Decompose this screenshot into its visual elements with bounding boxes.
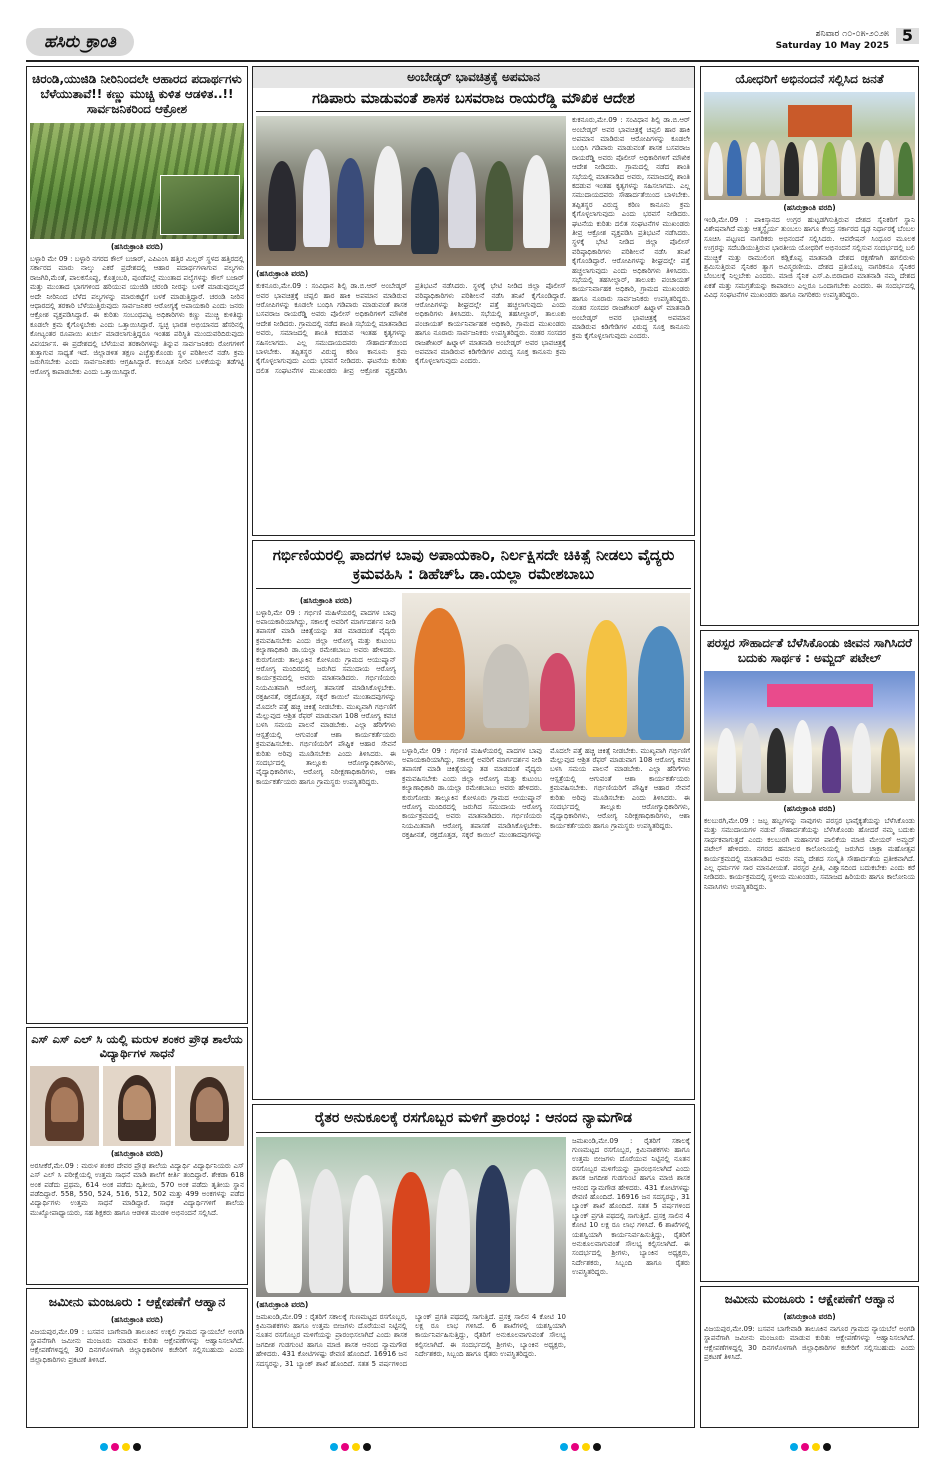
left-story-1-byline: (ಹಸಿರುಕ್ರಾಂತಿ ವರದಿ) <box>110 242 164 251</box>
yellow-dot <box>352 1443 360 1451</box>
registration-marks-center-right <box>560 1440 604 1454</box>
date-block <box>776 28 919 52</box>
center-story-3-byline: (ಹಸಿರುಕ್ರಾಂತಿ ವರದಿ) <box>256 1299 309 1309</box>
registration-marks-right <box>790 1440 834 1454</box>
student-photo-2 <box>103 1066 172 1146</box>
cyan-dot <box>100 1443 108 1451</box>
registration-marks-left <box>100 1440 144 1454</box>
meeting-photo <box>256 116 566 266</box>
left-story-2-body: ಅರಸೀಕೆರೆ,ಮೇ.09 : ಮರುಳ ಶಂಕರ ದೇವರ ಪ್ರೌಢ ಶಾಲೆಯ ವಿದ್ಯಾರ್ಥಿ ವಿದ್ಯಾರ್ಥಿನಿಯರು ಎಸ್ ಎಸ್ ಎಲ್ ಸಿ ಪರೀಕ್ಷೆಯಲ್ಲಿ ಉತ್ತಮ ಸಾಧನೆ ಮಾಡಿ ಶಾಲೆಗೆ ಕೀರ್ತಿ ತಂದಿದ್ದಾರೆ. ಶೇಕಡಾ 618 ಅಂಕ ಪಡೆದು ಪ್ರಥಮ, 614 ಅಂಕ ಪಡೆದು ದ್ವಿತೀಯ, 570 ಅಂಕ ಪಡೆದು ತೃತೀಯ ಸ್ಥಾನ ಪಡೆದಿದ್ದಾರೆ. 558, 550, 524, 516, 512, 502 ಮತ್ತು 499 ಅಂಕಗಳನ್ನು ಪಡೆದ ವಿದ್ಯಾರ್ಥಿಗಳು ಉತ್ತಮ ಸಾಧನೆ ಮಾಡಿದ್ದಾರೆ. ಸಾಧಕ ವಿದ್ಯಾರ್ಥಿಗಳಿಗೆ ಶಾಲೆಯ ಮುಖ್ಯೋಪಾಧ್ಯಾಯರು, ಸಹ ಶಿಕ್ಷಕರು ಹಾಗೂ ಆಡಳಿತ ಮಂಡಳಿ ಅಭಿನಂದನೆ ಸಲ್ಲಿಸಿದೆ. <box>30 1161 244 1217</box>
magenta-dot <box>111 1443 119 1451</box>
right-story-2 <box>700 630 919 1282</box>
center-lead-story <box>252 66 695 536</box>
left-story-3-byline: (ಹಸಿರುಕ್ರಾಂತಿ ವರದಿ) <box>110 1314 164 1324</box>
left-story-2-byline: (ಹಸಿರುಕ್ರಾಂತಿ ವರದಿ) <box>110 1148 164 1158</box>
student-photo-1 <box>30 1066 99 1146</box>
center-story-2-body-right: ಬಳ್ಳಾರಿ,ಮೇ 09 : ಗರ್ಭಿಣಿ ಮಹಿಳೆಯರಲ್ಲಿ ಪಾದಗಳ ಬಾವು ಅಪಾಯಕಾರಿಯಾಗಿದ್ದು, ಸಕಾಲಕ್ಕೆ ಅವರಿಗೆ ಮಾರ್ಗದರ್ಶನ ನೀಡಿ ತಪಾಸಣೆ ಮಾಡಿ ಚಿಕಿತ್ಸೆಯನ್ನು ತಡ ಮಾಡದಂತೆ ವೈದ್ಯರು ಕ್ರಮವಹಿಸಬೇಕು ಎಂದು ಜಿಲ್ಲಾ ಆರೋಗ್ಯ ಮತ್ತು ಕುಟುಂಬ ಕಲ್ಯಾಣಾಧಿಕಾರಿ ಡಾ.ಯಲ್ಲಾ ರಮೇಶಬಾಬು ಅವರು ಹೇಳಿದರು. ಕುರುಗೋಡು ತಾಲ್ಲೂಕಿನ ಕೋಳೂರು ಗ್ರಾಮದ ಆಯುಷ್ಮಾನ್ ಆರೋಗ್ಯ ಮಂದಿರದಲ್ಲಿ ಜರುಗಿದ ಸಮುದಾಯ ಆರೋಗ್ಯ ಕಾರ್ಯಕ್ರಮದಲ್ಲಿ ಅವರು ಮಾತನಾಡಿದರು. ಗರ್ಭಿಣಿಯರು ನಿಯಮಿತವಾಗಿ ಆರೋಗ್ಯ ತಪಾಸಣೆ ಮಾಡಿಸಿಕೊಳ್ಳಬೇಕು. ರಕ್ತಹೀನತೆ, ರಕ್ತದೊತ್ತಡ, ಸಕ್ಕರೆ ಕಾಯಿಲೆ ಮುಂತಾದವುಗಳನ್ನು ಮೊದಲೇ ಪತ್ತೆ ಹಚ್ಚಿ ಚಿಕಿತ್ಸೆ ನೀಡಬೇಕು. ಮುಖ್ಯವಾಗಿ ಗರ್ಭಿಣಿಗೆ ಮೆಲ್ಲುವುದ ಆಶ್ರಿತ ರೆಫರ್ ಮಾಡುವಾಗ 108 ಆರೋಗ್ಯ ಕವಚ ಬಳಸಿ ಸಮಯ ಪಾಲನೆ ಮಾಡಬೇಕು. ಎಲ್ಲಾ ಹೆರಿಗೆಗಳು ಆಸ್ಪತ್ರೆಯಲ್ಲಿ ಆಗುವಂತೆ ಆಶಾ ಕಾರ್ಯಕರ್ತೆಯರು ಕ್ರಮವಹಿಸಬೇಕು. ಗರ್ಭಿಣಿಯರಿಗೆ ಪೌಷ್ಟಿಕ ಆಹಾರ ಸೇವನೆ ಕುರಿತು ಅರಿವು ಮೂಡಿಸಬೇಕು ಎಂದು ತಿಳಿಸಿದರು. ಈ ಸಂದರ್ಭದಲ್ಲಿ ತಾಲ್ಲೂಕು ಆರೋಗ್ಯಾಧಿಕಾರಿಗಳು, ವೈದ್ಯಾಧಿಕಾರಿಗಳು, ಆರೋಗ್ಯ ನಿರೀಕ್ಷಣಾಧಿಕಾರಿಗಳು, ಆಶಾ ಕಾರ್ಯಕರ್ತೆಯರು ಹಾಗೂ ಗ್ರಾಮಸ್ಥರು ಉಪಸ್ಥಿತರಿದ್ದರು. <box>402 746 690 840</box>
center-story-2 <box>252 540 695 1100</box>
yellow-dot <box>122 1443 130 1451</box>
soldiers-tribute-photo <box>704 92 915 200</box>
magenta-dot <box>341 1443 349 1451</box>
magenta-dot <box>801 1443 809 1451</box>
center-story-3-headline: ರೈತರ ಅನುಕೂಲಕ್ಕೆ ರಸಗೊಬ್ಬರ ಮಳಿಗೆ ಪ್ರಾರಂಭ : ಆನಂದ ನ್ಯಾಮಗೌಡ <box>256 1108 691 1133</box>
student-photo-3 <box>175 1066 244 1146</box>
right-story-2-body: ಕಲಬುರಗಿ,ಮೇ.09 : ಜಬ್ಬ ಹಬ್ಬಗಳನ್ನು ನಾವುಗಳು ಪರಸ್ಪರ ಭಾವೈಕ್ಯತೆಯನ್ನು ಬೆಳೆಸಿಕೊಂಡು ಮತ್ತು ಸಮುದಾಯಗಳ ನಡುವೆ ಸೌಹಾರ್ದತೆಯನ್ನು ಬೆಳೆಸಿಕೊಂಡು ಹೋದರೆ ನಮ್ಮ ಬದುಕು ಸಾರ್ಥಕವಾಗುತ್ತದೆ ಎಂದು ಕಲಬುರಗಿ ಮಹಾನಗರ ಪಾಲಿಕೆಯ ಮಾಜಿ ಮೇಯರ್ ಅಮ್ಜದ್ ಪಟೇಲ್ ಹೇಳಿದರು. ನಗರದ ಹಮಾಲರ ಕಾಲೋನಿಯಲ್ಲಿ ಜರುಗಿದ ಚಾಕ್ರಾ ಮಹೋತ್ಸವ ಕಾರ್ಯಕ್ರಮದಲ್ಲಿ ಮಾತನಾಡಿದ ಅವರು ನಮ್ಮ ದೇಶದ ಸಂಸ್ಕೃತಿ ಸೌಹಾರ್ದತೆಯ ಪ್ರತೀಕವಾಗಿದೆ. ಎಲ್ಲ ಧರ್ಮಗಳ ಸಾರ ಮಾನವೀಯತೆ. ಪರಸ್ಪರ ಪ್ರೀತಿ, ವಿಶ್ವಾಸದಿಂದ ಬದುಕಬೇಕು ಎಂದು ಕರೆ ನೀಡಿದರು. ಕಾರ್ಯಕ್ರಮದಲ್ಲಿ ಸ್ಥಳೀಯ ಮುಖಂಡರು, ಸಮಾಜದ ಹಿರಿಯರು ಹಾಗೂ ಕಾಲೋನಿಯ ನಿವಾಸಿಗಳು ಉಪಸ್ಥಿತರಿದ್ದರು. <box>704 817 915 891</box>
right-story-2-byline: (ಹಸಿರುಕ್ರಾಂತಿ ವರದಿ) <box>783 804 836 813</box>
stage-event-photo <box>704 671 915 801</box>
black-dot <box>133 1443 141 1451</box>
black-dot <box>593 1443 601 1451</box>
right-story-1 <box>700 66 919 626</box>
black-dot <box>363 1443 371 1451</box>
right-story-1-body: ಇಂಡಿ,ಮೇ.09 : ಪಾಕಿಸ್ತಾನದ ಉಗ್ರರ ಹುಟ್ಟಡಗಿಸುತ್ತಿರುವ ದೇಶದ ಸೈನಿಕರಿಗೆ ಸ್ಥಾನಿ ವಿಶೇಷವಾಗಿದೆ ಮತ್ತು ಆತ್ಮಸ್ಥೈರ್ಯ ತುಂಬಲು ಹಾಗೂ ಕೇಂದ್ರ ಸರ್ಕಾರದ ದೃಢ ನಿರ್ಧಾರಕ್ಕೆ ಬೆಂಬಲ ಸೂಚಿಸಿ ಪಟ್ಟಣದ ನಾಗರಿಕರು ಅಭಿನಂದನೆ ಸಲ್ಲಿಸಿದರು. ಆಪರೇಷನ್ ಸಿಂಧೂರ ಮೂಲಕ ಉಗ್ರರನ್ನು ಸದೆಬಡಿಯುತ್ತಿರುವ ಭಾರತೀಯ ಯೋಧರಿಗೆ ಅಭಿನಂದನೆ ಸಲ್ಲಿಸುವ ಸಂದರ್ಭದಲ್ಲಿ ಬಲಿ ಮುಚ್ಚಿಕೆ ಮತ್ತು ರಾಮುಲಿಂಗ ಕಡ್ಲಿಕೊಪ್ಪ ಮಾತನಾಡಿ ದೇಶದ ರಕ್ಷಣೆಗಾಗಿ ಹಗಲಿರುಳು ಶ್ರಮಿಸುತ್ತಿರುವ ಸೈನಿಕರ ತ್ಯಾಗ ಅವಿಸ್ಮರಣೀಯ. ದೇಶದ ಪ್ರತಿಯೊಬ್ಬ ನಾಗರಿಕನೂ ಸೈನಿಕರ ಬೆಂಬಲಕ್ಕೆ ನಿಲ್ಲಬೇಕು ಎಂದರು. ಮಾಜಿ ಸೈನಿಕ ಎಸ್.ಪಿ.ಬಿರಾದಾರ ಮಾತನಾಡಿ ನಮ್ಮ ದೇಶದ ಏಕತೆ ಮತ್ತು ಸಮಗ್ರತೆಯನ್ನು ಕಾಪಾಡಲು ಎಲ್ಲರೂ ಒಂದಾಗಬೇಕು ಎಂದರು. ಈ ಸಂದರ್ಭದಲ್ಲಿ ವಿವಿಧ ಸಂಘಟನೆಗಳ ಮುಖಂಡರು ಹಾಗೂ ನಾಗರಿಕರು ಉಪಸ್ಥಿತರಿದ್ದರು. <box>704 216 915 300</box>
left-story-2-headline: ಎಸ್ ಎಸ್ ಎಲ್ ಸಿ ಯಲ್ಲಿ ಮರುಳ ಶಂಕರ ಪ್ರೌಢ ಶಾಲೆಯ ವಿದ್ಯಾರ್ಥಿಗಳ ಸಾಧನೆ <box>31 1032 243 1061</box>
left-story-1-headline: ಚಿರಂಡಿ,ಯುಜಿಡಿ ನೀರಿನಿಂದಲೇ ಆಹಾರದ ಪದಾರ್ಥಗಳು ಬೆಳೆಯುತಾವೆ!! ಕಣ್ಣು ಮುಚ್ಚಿ ಕುಳಿತ ಆಡಳಿತ..!! ಸಾರ್ವಜನಿಕರಿಂದ ಆಕ್ರೋಶ <box>32 72 242 116</box>
right-story-3 <box>700 1286 919 1428</box>
center-lead-byline: (ಹಸಿರುಕ್ರಾಂತಿ ವರದಿ) <box>256 269 309 279</box>
health-camp-photo <box>402 593 690 743</box>
right-story-3-byline: (ಹಸಿರುಕ್ರಾಂತಿ ವರದಿ) <box>783 1312 836 1321</box>
black-dot <box>823 1443 831 1451</box>
center-story-2-byline: (ಹಸಿರುಕ್ರಾಂತಿ ವರದಿ) <box>299 595 353 605</box>
center-story-2-body: ಬಳ್ಳಾರಿ,ಮೇ 09 : ಗರ್ಭಿಣಿ ಮಹಿಳೆಯರಲ್ಲಿ ಪಾದಗಳ ಬಾವು ಅಪಾಯಕಾರಿಯಾಗಿದ್ದು, ಸಕಾಲಕ್ಕೆ ಅವರಿಗೆ ಮಾರ್ಗದರ್ಶನ ನೀಡಿ ತಪಾಸಣೆ ಮಾಡಿ ಚಿಕಿತ್ಸೆಯನ್ನು ತಡ ಮಾಡದಂತೆ ವೈದ್ಯರು ಕ್ರಮವಹಿಸಬೇಕು ಎಂದು ಜಿಲ್ಲಾ ಆರೋಗ್ಯ ಮತ್ತು ಕುಟುಂಬ ಕಲ್ಯಾಣಾಧಿಕಾರಿ ಡಾ.ಯಲ್ಲಾ ರಮೇಶಬಾಬು ಅವರು ಹೇಳಿದರು. ಕುರುಗೋಡು ತಾಲ್ಲೂಕಿನ ಕೋಳೂರು ಗ್ರಾಮದ ಆಯುಷ್ಮಾನ್ ಆರೋಗ್ಯ ಮಂದಿರದಲ್ಲಿ ಜರುಗಿದ ಸಮುದಾಯ ಆರೋಗ್ಯ ಕಾರ್ಯಕ್ರಮದಲ್ಲಿ ಅವರು ಮಾತನಾಡಿದರು. ಗರ್ಭಿಣಿಯರು ನಿಯಮಿತವಾಗಿ ಆರೋಗ್ಯ ತಪಾಸಣೆ ಮಾಡಿಸಿಕೊಳ್ಳಬೇಕು. ರಕ್ತಹೀನತೆ, ರಕ್ತದೊತ್ತಡ, ಸಕ್ಕರೆ ಕಾಯಿಲೆ ಮುಂತಾದವುಗಳನ್ನು ಮೊದಲೇ ಪತ್ತೆ ಹಚ್ಚಿ ಚಿಕಿತ್ಸೆ ನೀಡಬೇಕು. ಮುಖ್ಯವಾಗಿ ಗರ್ಭಿಣಿಗೆ ಮೆಲ್ಲುವುದ ಆಶ್ರಿತ ರೆಫರ್ ಮಾಡುವಾಗ 108 ಆರೋಗ್ಯ ಕವಚ ಬಳಸಿ ಸಮಯ ಪಾಲನೆ ಮಾಡಬೇಕು. ಎಲ್ಲಾ ಹೆರಿಗೆಗಳು ಆಸ್ಪತ್ರೆಯಲ್ಲಿ ಆಗುವಂತೆ ಆಶಾ ಕಾರ್ಯಕರ್ತೆಯರು ಕ್ರಮವಹಿಸಬೇಕು. ಗರ್ಭಿಣಿಯರಿಗೆ ಪೌಷ್ಟಿಕ ಆಹಾರ ಸೇವನೆ ಕುರಿತು ಅರಿವು ಮೂಡಿಸಬೇಕು ಎಂದು ತಿಳಿಸಿದರು. ಈ ಸಂದರ್ಭದಲ್ಲಿ ತಾಲ್ಲೂಕು ಆರೋಗ್ಯಾಧಿಕಾರಿಗಳು, ವೈದ್ಯಾಧಿಕಾರಿಗಳು, ಆರೋಗ್ಯ ನಿರೀಕ್ಷಣಾಧಿಕಾರಿಗಳು, ಆಶಾ ಕಾರ್ಯಕರ್ತೆಯರು ಹಾಗೂ ಗ್ರಾಮಸ್ಥರು ಉಪಸ್ಥಿತರಿದ್ದರು. <box>256 608 396 786</box>
cyan-dot <box>330 1443 338 1451</box>
left-story-3-body: ವಿಜಯಪುರ,ಮೇ.09 : ಬಸವನ ಬಾಗೇವಾಡಿ ತಾಲೂಕಿನ ಉಕ್ಕಲಿ ಗ್ರಾಮದ ನ್ಯಾಯಬೆಲೆ ಅಂಗಡಿ ಸ್ಥಾಪನೆಗಾಗಿ ಜಮೀನು ಮಂಜೂರು ಮಾಡುವ ಕುರಿತು ಆಕ್ಷೇಪಣೆಗಳನ್ನು ಆಹ್ವಾನಿಸಲಾಗಿದೆ. ಆಕ್ಷೇಪಣೆಗಳಿದ್ದಲ್ಲಿ 30 ದಿನಗಳೊಳಗಾಗಿ ಜಿಲ್ಲಾಧಿಕಾರಿಗಳ ಕಚೇರಿಗೆ ಸಲ್ಲಿಸಬಹುದು ಎಂದು ಜಿಲ್ಲಾಧಿಕಾರಿಗಳು ಪ್ರಕಟಣೆ ತಿಳಿಸಿದೆ. <box>30 1327 244 1364</box>
center-lead-body: ಕುಕನೂರು,ಮೇ.09 : ಸಂವಿಧಾನ ಶಿಲ್ಪಿ ಡಾ.ಬಿ.ಆರ್ ಅಂಬೇಡ್ಕರ್ ಅವರ ಭಾವಚಿತ್ರಕ್ಕೆ ಚಪ್ಪಲಿ ಹಾರ ಹಾಕಿ ಅಪಮಾನ ಮಾಡಿರುವ ಆರೋಪಿಗಳನ್ನು ಕೂಡಲೇ ಬಂಧಿಸಿ ಗಡಿಪಾರು ಮಾಡುವಂತೆ ಶಾಸಕ ಬಸವರಾಜ ರಾಯರೆಡ್ಡಿ ಅವರು ಪೊಲೀಸ್ ಅಧಿಕಾರಿಗಳಿಗೆ ಮೌಖಿಕ ಆದೇಶ ನೀಡಿದರು. ಗ್ರಾಮದಲ್ಲಿ ನಡೆದ ಶಾಂತಿ ಸಭೆಯಲ್ಲಿ ಮಾತನಾಡಿದ ಅವರು, ಸಮಾಜದಲ್ಲಿ ಶಾಂತಿ ಕದಡುವ ಇಂತಹ ಕೃತ್ಯಗಳನ್ನು ಸಹಿಸಲಾಗದು. ಎಲ್ಲ ಸಮುದಾಯದವರು ಸೌಹಾರ್ದತೆಯಿಂದ ಬಾಳಬೇಕು. ತಪ್ಪಿತಸ್ಥರ ವಿರುದ್ಧ ಕಠಿಣ ಕಾನೂನು ಕ್ರಮ ಕೈಗೊಳ್ಳಲಾಗುವುದು ಎಂದು ಭರವಸೆ ನೀಡಿದರು. ಘಟನೆಯ ಕುರಿತು ದಲಿತ ಸಂಘಟನೆಗಳ ಮುಖಂಡರು ತೀವ್ರ ಆಕ್ರೋಶ ವ್ಯಕ್ತಪಡಿಸಿ ಪ್ರತಿಭಟನೆ ನಡೆಸಿದರು. ಸ್ಥಳಕ್ಕೆ ಭೇಟಿ ನೀಡಿದ ಜಿಲ್ಲಾ ಪೊಲೀಸ್ ವರಿಷ್ಠಾಧಿಕಾರಿಗಳು ಪರಿಶೀಲನೆ ನಡೆಸಿ ತನಿಖೆ ಕೈಗೊಂಡಿದ್ದಾರೆ. ಆರೋಪಿಗಳನ್ನು ಶೀಘ್ರದಲ್ಲೇ ಪತ್ತೆ ಹಚ್ಚಲಾಗುವುದು ಎಂದು ಅಧಿಕಾರಿಗಳು ತಿಳಿಸಿದರು. ಸಭೆಯಲ್ಲಿ ತಹಸೀಲ್ದಾರ್, ತಾಲೂಕು ಪಂಚಾಯತ್ ಕಾರ್ಯನಿರ್ವಾಹಕ ಅಧಿಕಾರಿ, ಗ್ರಾಮದ ಮುಖಂಡರು ಹಾಗೂ ನೂರಾರು ಸಾರ್ವಜನಿಕರು ಉಪಸ್ಥಿತರಿದ್ದರು. ನಂತರ ಸಂಸದರ ರಾಜಶೇಖರ್ ಹಿಟ್ನಾಳ್ ಮಾತನಾಡಿ ಅಂಬೇಡ್ಕರ್ ಅವರ ಭಾವಚಿತ್ರಕ್ಕೆ ಅಪಮಾನ ಮಾಡಿರುವ ಕಿಡಿಗೇಡಿಗಳ ವಿರುದ್ಧ ಸೂಕ್ತ ಕಾನೂನು ಕ್ರಮ ಕೈಗೊಳ್ಳಲಾಗುವುದು ಎಂದರು. <box>256 282 566 375</box>
center-story-2-headline: ಗರ್ಭಿಣಿಯರಲ್ಲಿ ಪಾದಗಳ ಬಾವು ಅಪಾಯಕಾರಿ, ನಿರ್ಲಕ್ಷಿಸದೇ ಚಿಕಿತ್ಸೆ ನೀಡಲು ವೈದ್ಯರು ಕ್ರಮವಹಿಸಿ : ಡಿಹೆಚ್ಓ ಡಾ.ಯಲ್ಲಾ ರಮೇಶಬಾಬು <box>256 544 691 589</box>
yellow-dot <box>582 1443 590 1451</box>
center-story-3-side-body: ಜಮಖಂಡಿ,ಮೇ.09 : ರೈತರಿಗೆ ಸಕಾಲಕ್ಕೆ ಗುಣಮಟ್ಟದ ರಸಗೊಬ್ಬರ, ಕ್ರಿಮಿನಾಶಕಗಳು ಹಾಗೂ ಉತ್ತಮ ಬೀಜಗಳು ದೊರೆಯುವ ನಿಟ್ಟಿನಲ್ಲಿ ನೂತನ ರಸಗೊಬ್ಬರ ಮಳಿಗೆಯನ್ನು ಪ್ರಾರಂಭಿಸಲಾಗಿದೆ ಎಂದು ಶಾಸಕ ಜಗದೀಶ ಗುಡಗುಂಟಿ ಹಾಗೂ ಮಾಜಿ ಶಾಸಕ ಆನಂದ ನ್ಯಾಮಗೌಡ ಹೇಳಿದರು. 431 ಕೋಟಿಗಳಷ್ಟು ಠೇವಣಿ ಹೊಂದಿದೆ. 16916 ಜನ ಸದಸ್ಯರನ್ನು, 31 ಬ್ಯಾಂಕ್ ಶಾಖೆ ಹೊಂದಿದೆ. ಸತತ 5 ವರ್ಷಗಳಿಂದ ಬ್ಯಾಂಕ್ ಪ್ರಗತಿ ಪಥದಲ್ಲಿ ಸಾಗುತ್ತಿದೆ. ಪ್ರಸಕ್ತ ಸಾಲಿನ 4 ಕೋಟಿ 10 ಲಕ್ಷ ರೂ ಲಾಭ ಗಳಿಸಿದೆ. 6 ಶಾಖೆಗಳಲ್ಲಿ ಯಶಸ್ವಿಯಾಗಿ ಕಾರ್ಯನಿರ್ವಹಿಸುತ್ತಿದ್ದು, ರೈತರಿಗೆ ಅನುಕೂಲವಾಗುವಂತೆ ಸೌಲಭ್ಯ ಕಲ್ಪಿಸಲಾಗಿದೆ. ಈ ಸಂದರ್ಭದಲ್ಲಿ ಶ್ರೀಗಳು, ಬ್ಯಾಂಕಿನ ಅಧ್ಯಕ್ಷರು, ನಿರ್ದೇಶಕರು, ಸಿಬ್ಬಂದಿ ಹಾಗೂ ರೈತರು ಉಪಸ್ಥಿತರಿದ್ದರು. <box>572 1136 690 1277</box>
center-lead-side-body: ಕುಕನೂರು,ಮೇ.09 : ಸಂವಿಧಾನ ಶಿಲ್ಪಿ ಡಾ.ಬಿ.ಆರ್ ಅಂಬೇಡ್ಕರ್ ಅವರ ಭಾವಚಿತ್ರಕ್ಕೆ ಚಪ್ಪಲಿ ಹಾರ ಹಾಕಿ ಅಪಮಾನ ಮಾಡಿರುವ ಆರೋಪಿಗಳನ್ನು ಕೂಡಲೇ ಬಂಧಿಸಿ ಗಡಿಪಾರು ಮಾಡುವಂತೆ ಶಾಸಕ ಬಸವರಾಜ ರಾಯರೆಡ್ಡಿ ಅವರು ಪೊಲೀಸ್ ಅಧಿಕಾರಿಗಳಿಗೆ ಮೌಖಿಕ ಆದೇಶ ನೀಡಿದರು. ಗ್ರಾಮದಲ್ಲಿ ನಡೆದ ಶಾಂತಿ ಸಭೆಯಲ್ಲಿ ಮಾತನಾಡಿದ ಅವರು, ಸಮಾಜದಲ್ಲಿ ಶಾಂತಿ ಕದಡುವ ಇಂತಹ ಕೃತ್ಯಗಳನ್ನು ಸಹಿಸಲಾಗದು. ಎಲ್ಲ ಸಮುದಾಯದವರು ಸೌಹಾರ್ದತೆಯಿಂದ ಬಾಳಬೇಕು. ತಪ್ಪಿತಸ್ಥರ ವಿರುದ್ಧ ಕಠಿಣ ಕಾನೂನು ಕ್ರಮ ಕೈಗೊಳ್ಳಲಾಗುವುದು ಎಂದು ಭರವಸೆ ನೀಡಿದರು. ಘಟನೆಯ ಕುರಿತು ದಲಿತ ಸಂಘಟನೆಗಳ ಮುಖಂಡರು ತೀವ್ರ ಆಕ್ರೋಶ ವ್ಯಕ್ತಪಡಿಸಿ ಪ್ರತಿಭಟನೆ ನಡೆಸಿದರು. ಸ್ಥಳಕ್ಕೆ ಭೇಟಿ ನೀಡಿದ ಜಿಲ್ಲಾ ಪೊಲೀಸ್ ವರಿಷ್ಠಾಧಿಕಾರಿಗಳು ಪರಿಶೀಲನೆ ನಡೆಸಿ ತನಿಖೆ ಕೈಗೊಂಡಿದ್ದಾರೆ. ಆರೋಪಿಗಳನ್ನು ಶೀಘ್ರದಲ್ಲೇ ಪತ್ತೆ ಹಚ್ಚಲಾಗುವುದು ಎಂದು ಅಧಿಕಾರಿಗಳು ತಿಳಿಸಿದರು. ಸಭೆಯಲ್ಲಿ ತಹಸೀಲ್ದಾರ್, ತಾಲೂಕು ಪಂಚಾಯತ್ ಕಾರ್ಯನಿರ್ವಾಹಕ ಅಧಿಕಾರಿ, ಗ್ರಾಮದ ಮುಖಂಡರು ಹಾಗೂ ನೂರಾರು ಸಾರ್ವಜನಿಕರು ಉಪಸ್ಥಿತರಿದ್ದರು. ನಂತರ ಸಂಸದರ ರಾಜಶೇಖರ್ ಹಿಟ್ನಾಳ್ ಮಾತನಾಡಿ ಅಂಬೇಡ್ಕರ್ ಅವರ ಭಾವಚಿತ್ರಕ್ಕೆ ಅಪಮಾನ ಮಾಡಿರುವ ಕಿಡಿಗೇಡಿಗಳ ವಿರುದ್ಧ ಸೂಕ್ತ ಕಾನೂನು ಕ್ರಮ ಕೈಗೊಳ್ಳಲಾಗುವುದು ಎಂದರು. <box>572 116 690 341</box>
center-lead-headline: ಗಡಿಪಾರು ಮಾಡುವಂತೆ ಶಾಸಕ ಬಸವರಾಜ ರಾಯರೆಡ್ಡಿ ಮೌಖಿಕ ಆದೇಶ <box>256 90 691 112</box>
right-story-3-body: ವಿಜಯಪುರ,ಮೇ.09: ಬಸವನ ಬಾಗೇವಾಡಿ ತಾಲೂಕಿನ ನಾಗೂರ ಗ್ರಾಮದ ನ್ಯಾಯಬೆಲೆ ಅಂಗಡಿ ಸ್ಥಾಪನೆಗಾಗಿ ಜಮೀನು ಮಂಜೂರು ಮಾಡುವ ಕುರಿತು ಆಕ್ಷೇಪಣೆಗಳನ್ನು ಆಹ್ವಾನಿಸಲಾಗಿದೆ. ಆಕ್ಷೇಪಣೆಗಳಿದ್ದಲ್ಲಿ 30 ದಿನಗಳೊಳಗಾಗಿ ಜಿಲ್ಲಾಧಿಕಾರಿಗಳ ಕಚೇರಿಗೆ ಸಲ್ಲಿಸಬಹುದು ಎಂದು ಪ್ರಕಟಣೆ ತಿಳಿಸಿದೆ. <box>704 1325 915 1362</box>
right-story-1-headline: ಯೋಧರಿಗೆ ಅಭಿನಂದನೆ ಸಲ್ಲಿಸಿದ ಜನತೆ <box>735 72 884 86</box>
yellow-dot <box>812 1443 820 1451</box>
cyan-dot <box>560 1443 568 1451</box>
center-lead-kicker: ಅಂಬೇಡ್ಕರ್ ಭಾವಚಿತ್ರಕ್ಕೆ ಅಪಮಾನ <box>253 67 694 88</box>
center-lead-layout <box>256 116 691 534</box>
paper-name: ಹಸಿರು ಕ್ರಾಂತಿ <box>26 28 134 56</box>
registration-marks-center-left <box>330 1440 374 1454</box>
right-story-3-headline: ಜಮೀನು ಮಂಜೂರು : ಆಕ್ಷೇಪಣೆಗೆ ಆಹ್ವಾನ <box>724 1292 895 1306</box>
right-story-2-headline: ಪರಸ್ಪರ ಸೌಹಾರ್ದತೆ ಬೆಳೆಸಿಕೊಂಡು ಜೀವನ ಸಾಗಿಸಿದರೆ ಬದುಕು ಸಾರ್ಥಕ : ಅಮ್ಜದ್ ಪಟೇಲ್ <box>707 636 912 665</box>
date-english: Saturday 10 May 2025 <box>775 41 889 51</box>
center-story-3-body: ಜಮಖಂಡಿ,ಮೇ.09 : ರೈತರಿಗೆ ಸಕಾಲಕ್ಕೆ ಗುಣಮಟ್ಟದ ರಸಗೊಬ್ಬರ, ಕ್ರಿಮಿನಾಶಕಗಳು ಹಾಗೂ ಉತ್ತಮ ಬೀಜಗಳು ದೊರೆಯುವ ನಿಟ್ಟಿನಲ್ಲಿ ನೂತನ ರಸಗೊಬ್ಬರ ಮಳಿಗೆಯನ್ನು ಪ್ರಾರಂಭಿಸಲಾಗಿದೆ ಎಂದು ಶಾಸಕ ಜಗದೀಶ ಗುಡಗುಂಟಿ ಹಾಗೂ ಮಾಜಿ ಶಾಸಕ ಆನಂದ ನ್ಯಾಮಗೌಡ ಹೇಳಿದರು. 431 ಕೋಟಿಗಳಷ್ಟು ಠೇವಣಿ ಹೊಂದಿದೆ. 16916 ಜನ ಸದಸ್ಯರನ್ನು, 31 ಬ್ಯಾಂಕ್ ಶಾಖೆ ಹೊಂದಿದೆ. ಸತತ 5 ವರ್ಷಗಳಿಂದ ಬ್ಯಾಂಕ್ ಪ್ರಗತಿ ಪಥದಲ್ಲಿ ಸಾಗುತ್ತಿದೆ. ಪ್ರಸಕ್ತ ಸಾಲಿನ 4 ಕೋಟಿ 10 ಲಕ್ಷ ರೂ ಲಾಭ ಗಳಿಸಿದೆ. 6 ಶಾಖೆಗಳಲ್ಲಿ ಯಶಸ್ವಿಯಾಗಿ ಕಾರ್ಯನಿರ್ವಹಿಸುತ್ತಿದ್ದು, ರೈತರಿಗೆ ಅನುಕೂಲವಾಗುವಂತೆ ಸೌಲಭ್ಯ ಕಲ್ಪಿಸಲಾಗಿದೆ. ಈ ಸಂದರ್ಭದಲ್ಲಿ ಶ್ರೀಗಳು, ಬ್ಯಾಂಕಿನ ಅಧ್ಯಕ್ಷರು, ನಿರ್ದೇಶಕರು, ಸಿಬ್ಬಂದಿ ಹಾಗೂ ರೈತರು ಉಪಸ್ಥಿತರಿದ್ದರು. <box>256 1312 566 1368</box>
left-story-3 <box>26 1288 248 1428</box>
student-photos <box>30 1066 244 1146</box>
page-number: 5 <box>896 28 919 44</box>
left-story-2 <box>26 1027 248 1285</box>
fertilizer-shop-inauguration-photo <box>256 1137 566 1297</box>
cyan-dot <box>790 1443 798 1451</box>
magenta-dot <box>571 1443 579 1451</box>
left-story-1 <box>26 66 248 1024</box>
masthead <box>26 26 919 62</box>
left-story-3-headline: ಜಮೀನು ಮಂಜೂರು : ಆಕ್ಷೇಪಣೆಗೆ ಆಹ್ವಾನ <box>48 1294 226 1309</box>
vegetable-field-photo <box>30 123 244 239</box>
left-story-1-body: ಬಳ್ಳಾರಿ ಮೇ 09 : ಬಳ್ಳಾರಿ ನಗರದ ಕೌಲ್ ಬಜಾರ್, ಎಪಿಎಂಸಿ ಹತ್ತಿರ ಮಿಲ್ಲರ್ ಸ್ಥಳದ ಹತ್ತಿರದಲ್ಲಿ ಸರ್ಕಾರದ ಮಾರು ನಾಲ್ಕು ಎಕರೆ ಪ್ರದೇಶದಲ್ಲಿ ಆಹಾರ ಪದಾರ್ಥಗಳಾಗುವ ಪಲ್ಯಗಳು ರಾಜಗಿರಿ,ಮೆಂತೆ, ಪಾಲಕಸೊಪ್ಪು, ಕೊತ್ತಂಬರಿ, ಪುಂಡೆಪಲ್ಲೆ ಮುಂತಾದ ಪಲ್ಯೆಗಳನ್ನು ಕೌಲ್ ಬಜಾರ್ ಮತ್ತು ಮುಂತಾದ ಭಾಗಗಳಿಂದ ಹರಿಯುವ ಯುಜಿಡಿ ಚರಂಡಿ ನೀರನ್ನು ಬಳಕೆ ಮಾಡುವುದಲ್ಲದೆ ಅದೇ ನೀರಿನಿಂದ ಬೆಳೆದ ಪಲ್ಯಗಳನ್ನು ಮಾರುಕಟ್ಟೆಗೆ ಬಳಕೆ ಮಾಡುತ್ತಿದ್ದಾರೆ. ಚರಂಡಿ ನೀರಿನ ಆಧಾರದಲ್ಲಿ ತರಕಾರಿ ಬೆಳೆಯುತ್ತಿರುವುದು ಸಾರ್ವಜನಿಕರ ಆರೋಗ್ಯಕ್ಕೆ ಅಪಾಯಕಾರಿ ಎಂದು ಜನರು ಆಕ್ರೋಶ ವ್ಯಕ್ತಪಡಿಸಿದ್ದಾರೆ. ಈ ಕುರಿತು ಸಂಬಂಧಪಟ್ಟ ಅಧಿಕಾರಿಗಳು ಕಣ್ಣು ಮುಚ್ಚಿ ಕುಳಿತಿದ್ದು ಕೂಡಲೇ ಕ್ರಮ ಕೈಗೊಳ್ಳಬೇಕು ಎಂದು ಒತ್ತಾಯಿಸಿದ್ದಾರೆ. ಸ್ವಚ್ಛ ಭಾರತ ಅಭಿಯಾನದ ಹೆಸರಿನಲ್ಲಿ ಕೋಟ್ಯಂತರ ರೂಪಾಯಿ ಖರ್ಚು ಮಾಡಲಾಗುತ್ತಿದ್ದರೂ ಇಂತಹ ಪರಿಸ್ಥಿತಿ ಮುಂದುವರಿದಿರುವುದು ವಿಪರ್ಯಾಸ. ಈ ಪ್ರದೇಶದಲ್ಲಿ ಬೆಳೆಯುವ ತರಕಾರಿಗಳನ್ನು ತಿನ್ನುವ ಸಾರ್ವಜನಿಕರು ರೋಗಗಳಿಗೆ ತುತ್ತಾಗುವ ಸಾಧ್ಯತೆ ಇದೆ. ಜಿಲ್ಲಾಡಳಿತ ತಕ್ಷಣ ಎಚ್ಚೆತ್ತುಕೊಂಡು ಸ್ಥಳ ಪರಿಶೀಲನೆ ನಡೆಸಿ ಕ್ರಮ ಜರುಗಿಸಬೇಕು ಎಂದು ಸಾರ್ವಜನಿಕರು ಆಗ್ರಹಿಸಿದ್ದಾರೆ. ಕಲುಷಿತ ನೀರಿನ ಬಳಕೆಯನ್ನು ತಡೆಗಟ್ಟಿ ಆರೋಗ್ಯ ಕಾಪಾಡಬೇಕು ಎಂದು ಒತ್ತಾಯಿಸಿದ್ದಾರೆ. <box>30 255 244 376</box>
center-story-3 <box>252 1104 695 1428</box>
right-story-1-byline: (ಹಸಿರುಕ್ರಾಂತಿ ವರದಿ) <box>783 203 836 212</box>
date-kannada: ಶನಿವಾರ ೧೦-೦೫-೨೦೨೫ <box>815 29 889 39</box>
